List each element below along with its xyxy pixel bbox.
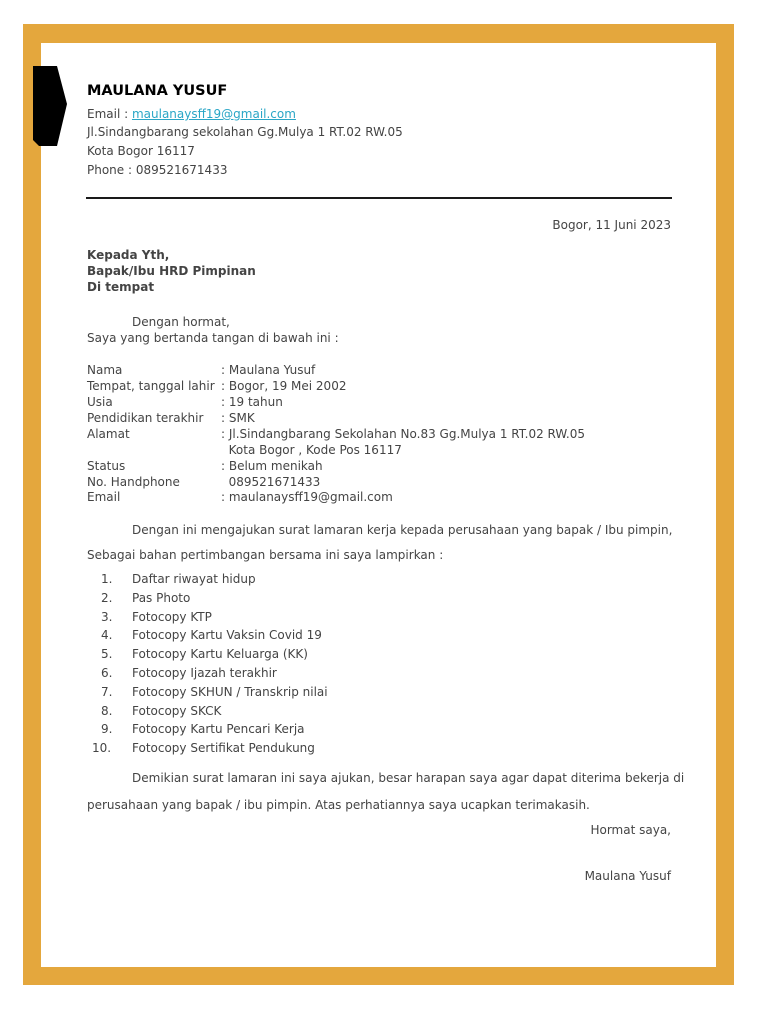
list-text: Fotocopy KTP (132, 609, 212, 624)
detail-value: : maulanaysff19@gmail.com (221, 490, 393, 504)
detail-label: No. Handphone (87, 475, 180, 489)
detail-value: : Maulana Yusuf (221, 363, 316, 377)
list-item (101, 683, 328, 702)
list-item (101, 702, 328, 721)
sender-address: Jl.Sindangbarang sekolahan Gg.Mulya 1 RT.02 RW.05 (87, 125, 403, 139)
list-number: 8. (101, 703, 113, 718)
list-text: Fotocopy Ijazah terakhir (132, 665, 277, 680)
sender-name: MAULANA YUSUF (87, 83, 228, 99)
recipient-line-3: Di tempat (87, 280, 155, 294)
list-number: 1. (101, 572, 113, 586)
list-number: 5. (101, 647, 113, 662)
letter-date: Bogor, 11 Juni 2023 (552, 218, 671, 232)
recipient-line-1: Kepada Yth, (87, 248, 170, 262)
list-text: Fotocopy SKCK (132, 703, 222, 718)
signature-name: Maulana Yusuf (584, 869, 671, 883)
sender-phone: Phone : 089521671433 (87, 163, 228, 177)
recipient-line-2: Bapak/Ibu HRD Pimpinan (87, 264, 256, 278)
list-number: 7. (101, 684, 113, 699)
list-number: 4. (101, 628, 113, 643)
list-text: Fotocopy Kartu Pencari Kerja (132, 722, 305, 737)
detail-value: : SMK (221, 411, 255, 425)
detail-label: Email (87, 490, 121, 504)
list-text: Fotocopy SKHUN / Transkrip nilai (132, 684, 328, 699)
list-number: 6. (101, 665, 113, 680)
detail-value: : Bogor, 19 Mei 2002 (221, 379, 347, 393)
bookmark-tab-shape (33, 66, 67, 146)
list-item (101, 626, 328, 645)
sender-email-link[interactable]: maulanaysff19@gmail.com (131, 107, 296, 121)
detail-label: Tempat, tanggal lahir (87, 379, 215, 393)
regards: Hormat saya, (590, 823, 671, 837)
list-item (101, 589, 328, 608)
list-text: Pas Photo (132, 590, 191, 605)
list-number: 2. (101, 590, 113, 605)
intro-text: Saya yang bertanda tangan di bawah ini : (87, 331, 339, 345)
header-divider (86, 197, 672, 199)
list-text: Daftar riwayat hidup (132, 572, 256, 586)
list-item (101, 664, 328, 683)
detail-label: Usia (87, 395, 113, 409)
list-number: 9. (101, 722, 113, 737)
list-item (101, 570, 328, 589)
list-item (101, 608, 328, 627)
detail-label: Nama (87, 363, 123, 377)
detail-value: : Jl.Sindangbarang Sekolahan No.83 Gg.Mulya 1 RT.02 RW.05 (221, 427, 585, 441)
list-text: Fotocopy Kartu Vaksin Covid 19 (132, 628, 322, 643)
email-label: Email : (87, 107, 132, 121)
list-item (92, 739, 328, 758)
detail-value: Kota Bogor , Kode Pos 16117 (221, 443, 402, 457)
greeting: Dengan hormat, (132, 315, 230, 329)
paragraph-application: Dengan ini mengajukan surat lamaran kerja kepada perusahaan yang bapak / Ibu pimpin, (132, 523, 673, 537)
detail-label: Pendidikan terakhir (87, 411, 204, 425)
sender-email-line (87, 106, 296, 122)
detail-value: : 19 tahun (221, 395, 283, 409)
list-text: Fotocopy Sertifikat Pendukung (132, 741, 315, 756)
list-text: Fotocopy Kartu Keluarga (KK) (132, 647, 308, 662)
list-item (101, 645, 328, 664)
closing-line-1: Demikian surat lamaran ini saya ajukan, besar harapan saya agar dapat diterima bekerja di (132, 771, 685, 785)
detail-value: 089521671433 (221, 475, 321, 489)
sender-city: Kota Bogor 16117 (87, 144, 195, 158)
list-number: 10. (92, 741, 112, 756)
detail-label: Status (87, 459, 126, 473)
detail-label: Alamat (87, 427, 130, 441)
closing-line-2: perusahaan yang bapak / ibu pimpin. Atas perhatiannya saya ucapkan terimakasih. (87, 798, 590, 812)
list-item (101, 720, 328, 739)
list-number: 3. (101, 609, 113, 624)
detail-value: : Belum menikah (221, 459, 323, 473)
paragraph-attachments-intro: Sebagai bahan pertimbangan bersama ini saya lampirkan : (87, 548, 444, 562)
attachment-list (92, 570, 328, 758)
